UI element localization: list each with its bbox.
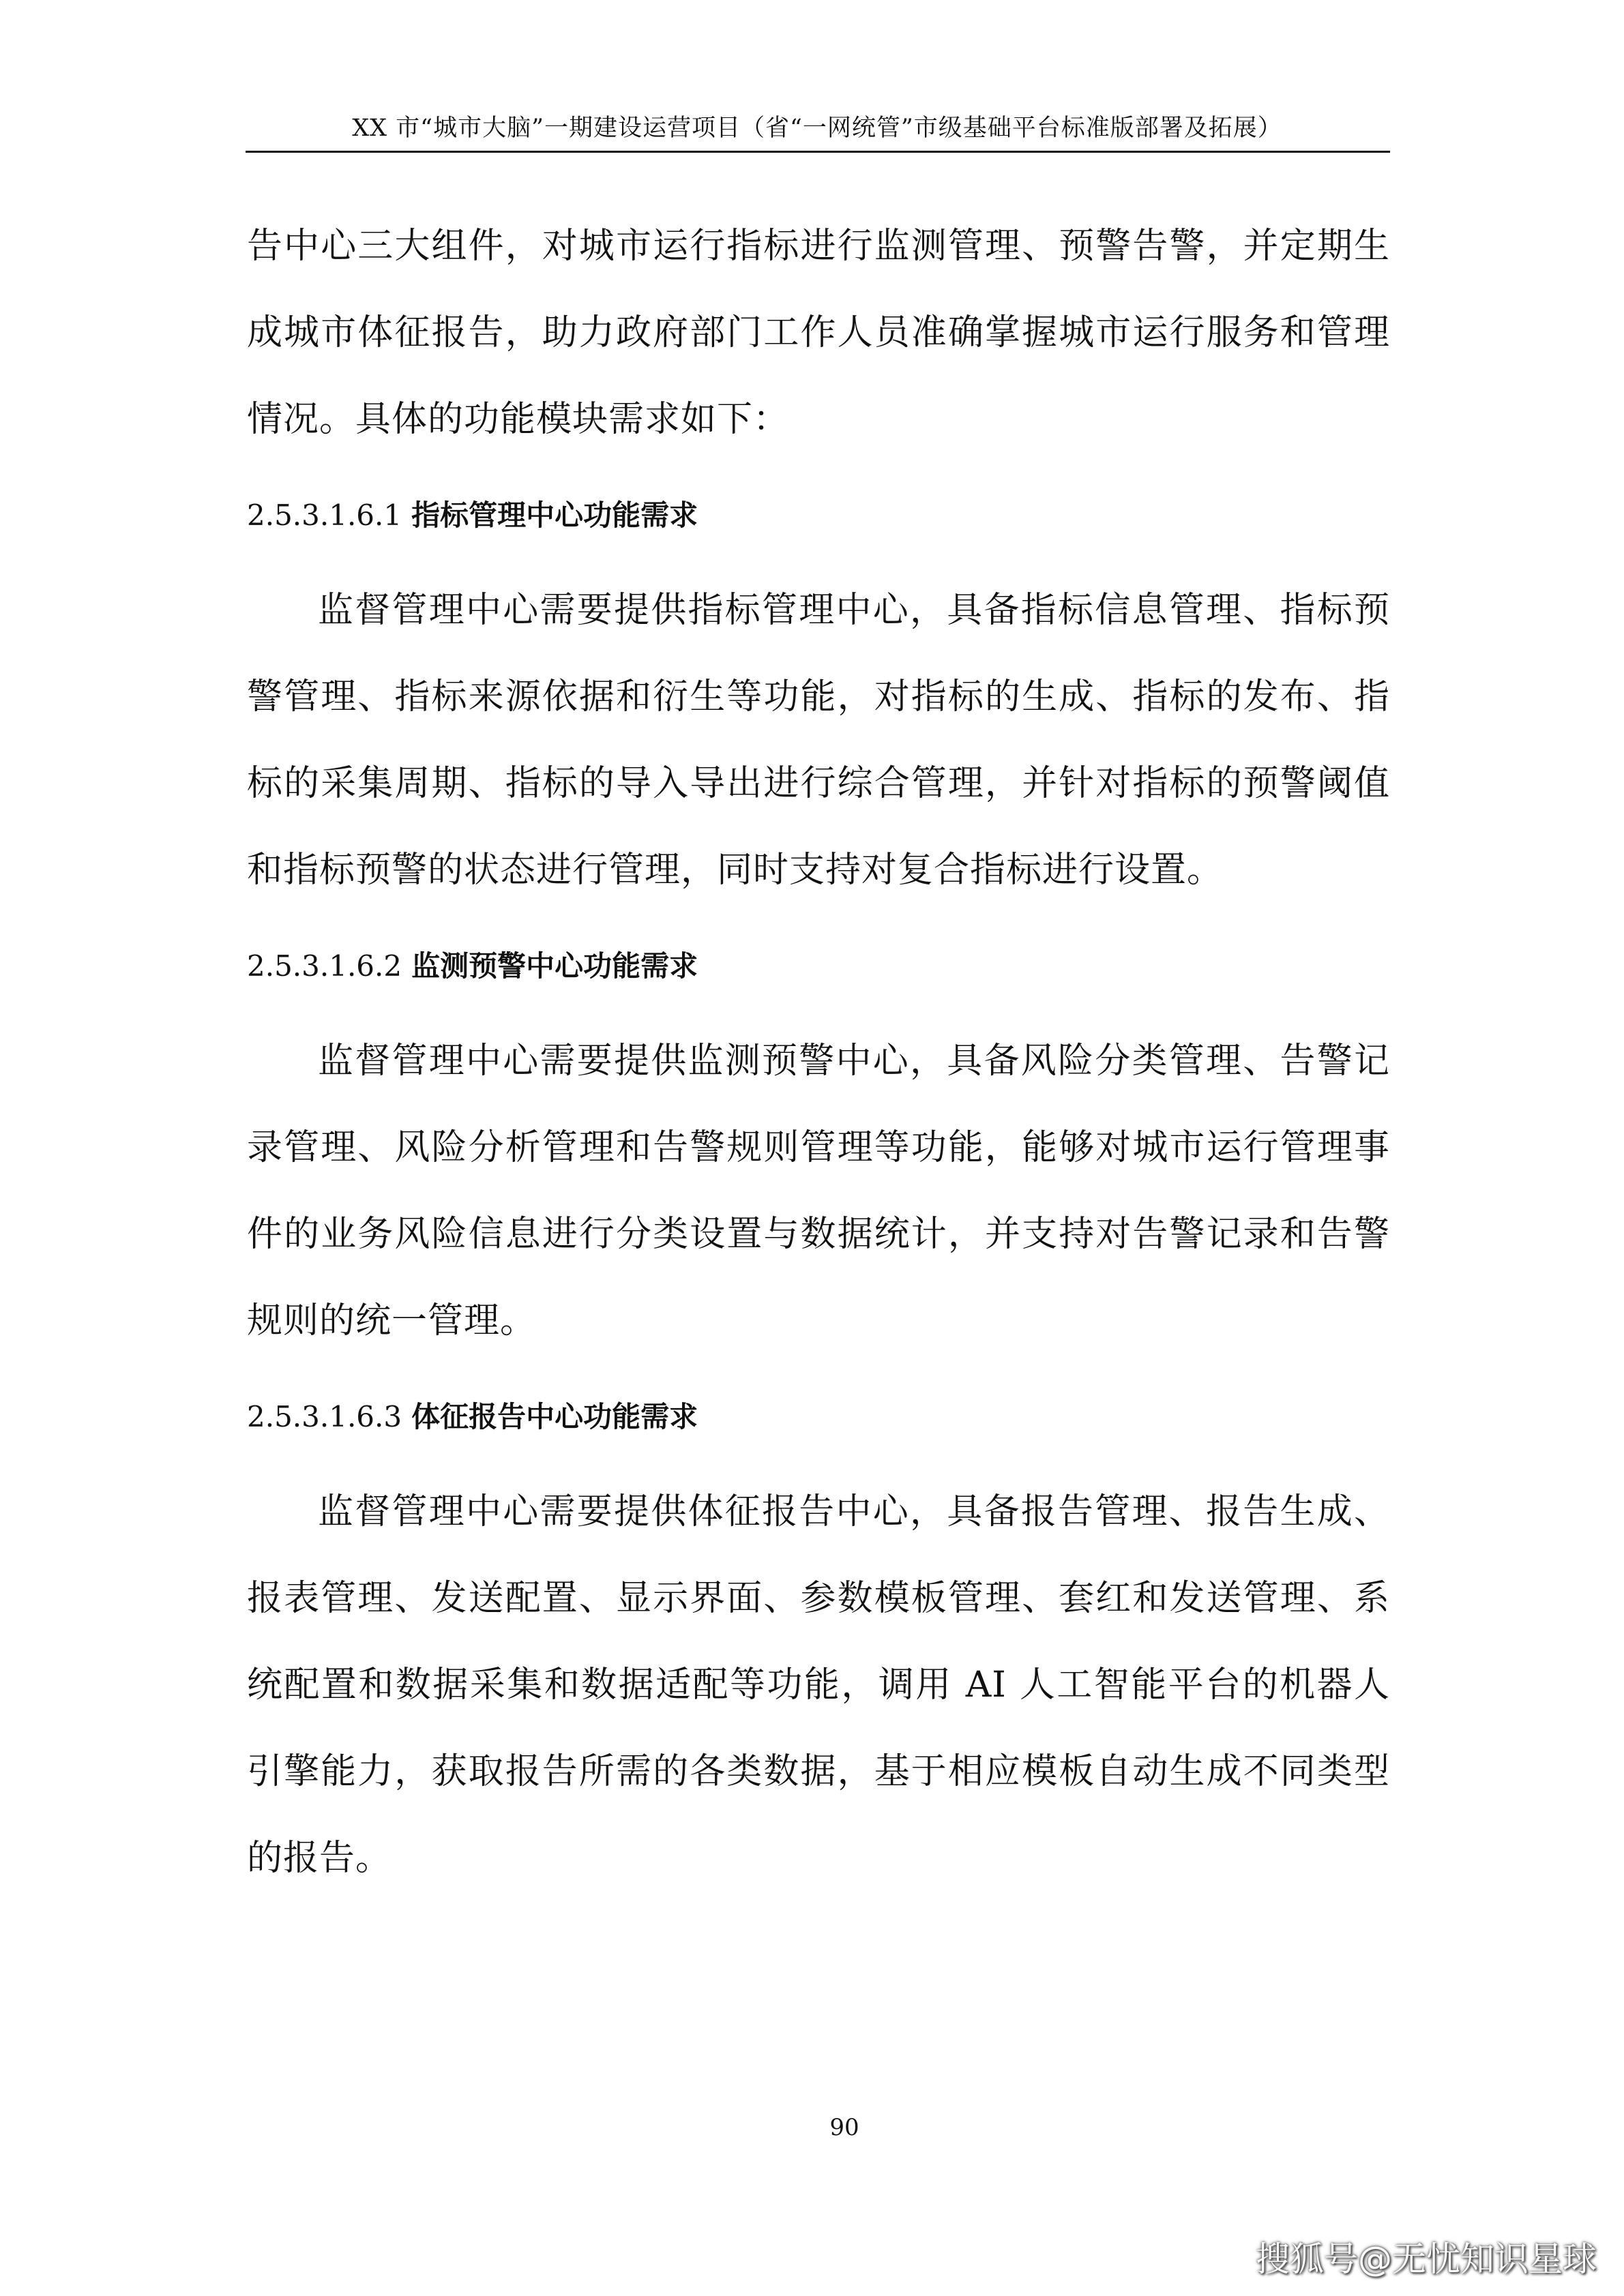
intro-paragraph: 告中心三大组件，对城市运行指标进行监测管理、预警告警，并定期生成城市体征报告，助力政府部门工作人员准确掌握城市运行服务和管理情况。具体的功能模块需求如下： (247, 226, 1390, 440)
section-heading-6-3 (247, 1365, 1390, 1469)
page-number: 90 (829, 2114, 859, 2141)
source-watermark: 搜狐号@无忧知识星球 (1256, 2239, 1597, 2279)
section-body-6-2: 监督管理中心需要提供监测预警中心，具备风险分类管理、告警记录管理、风险分析管理和告警规则管理等功能，能够对城市运行管理事件的业务风险信息进行分类设置与数据统计，并支持对告警记录和告警规则的统一管理。 (247, 1041, 1390, 1341)
section-title: 监测预警中心功能需求 (411, 949, 698, 983)
section-heading-6-1 (247, 463, 1390, 567)
section-number: 2.5.3.1.6.2 (247, 949, 402, 983)
section-body-6-1: 监督管理中心需要提供指标管理中心，具备指标信息管理、指标预警管理、指标来源依据和衍生等功能，对指标的生成、指标的发布、指标的采集周期、指标的导入导出进行综合管理，并针对指标的预警阈值和指标预警的状态进行管理，同时支持对复合指标进行设置。 (247, 590, 1390, 891)
running-header: XX 市“城市大脑”一期建设运营项目（省“一网统管”市级基础平台标准版部署及拓展） (352, 115, 1282, 142)
section-number: 2.5.3.1.6.3 (247, 1400, 402, 1433)
section-heading-6-2 (247, 914, 1390, 1018)
page-content (247, 205, 1390, 1902)
header-divider (246, 151, 1390, 153)
section-title: 体征报告中心功能需求 (411, 1400, 698, 1433)
section-title: 指标管理中心功能需求 (411, 498, 698, 532)
section-body-6-3: 监督管理中心需要提供体征报告中心，具备报告管理、报告生成、报表管理、发送配置、显示界面、参数模板管理、套红和发送管理、系统配置和数据采集和数据适配等功能，调用 AI 人工智能平台的机器人引擎能力，获取报告所需的各类数据，基于相应模板自动生成不同类型的报告。 (247, 1491, 1390, 1879)
section-number: 2.5.3.1.6.1 (247, 498, 402, 532)
